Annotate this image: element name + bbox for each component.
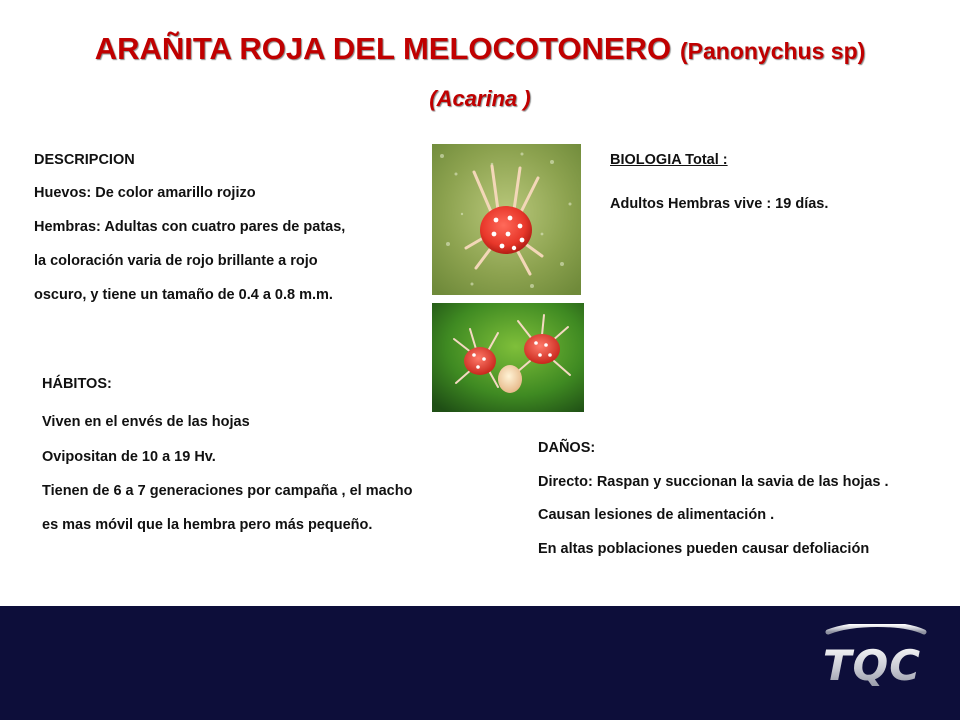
biology-heading: BIOLOGIA Total : (610, 152, 728, 168)
mite-colony-image (432, 303, 584, 412)
description-line: Hembras: Adultas con cuatro pares de patas, (34, 219, 346, 235)
description-heading: DESCRIPCION (34, 152, 135, 168)
damage-line: En altas poblaciones pueden causar defoliación (538, 541, 870, 557)
slide-title (0, 30, 960, 67)
mite-photo-top (432, 144, 581, 295)
damage-line: Causan lesiones de alimentación . (538, 507, 775, 523)
tqc-logo-image (810, 624, 934, 694)
habits-heading: HÁBITOS: (42, 376, 112, 392)
habits-line: es mas móvil que la hembra pero más pequeño. (42, 517, 373, 533)
damage-heading: DAÑOS: (538, 440, 596, 456)
logo-text: TQC (822, 641, 922, 690)
red-mite-image (432, 144, 581, 295)
mite-photo-bottom (432, 303, 584, 412)
title-main: ARAÑITA ROJA DEL MELOCOTONERO (94, 31, 672, 66)
habits-line: Tienen de 6 a 7 generaciones por campaña , el macho (42, 483, 413, 499)
description-line: la coloración varia de rojo brillante a rojo (34, 253, 318, 269)
description-line: Huevos: De color amarillo rojizo (34, 185, 256, 201)
damage-line: Directo: Raspan y succionan la savia de las hojas . (538, 474, 889, 490)
description-line: oscuro, y tiene un tamaño de 0.4 a 0.8 m.m. (34, 287, 333, 303)
biology-line: Adultos Hembras vive : 19 días. (610, 196, 829, 212)
title-order: (Acarina ) (429, 86, 531, 111)
tqc-logo (810, 624, 934, 694)
habits-line: Viven en el envés de las hojas (42, 414, 250, 430)
title-scientific-name: (Panonychus sp) (679, 38, 866, 64)
habits-line: Ovipositan de 10 a 19 Hv. (42, 449, 216, 465)
